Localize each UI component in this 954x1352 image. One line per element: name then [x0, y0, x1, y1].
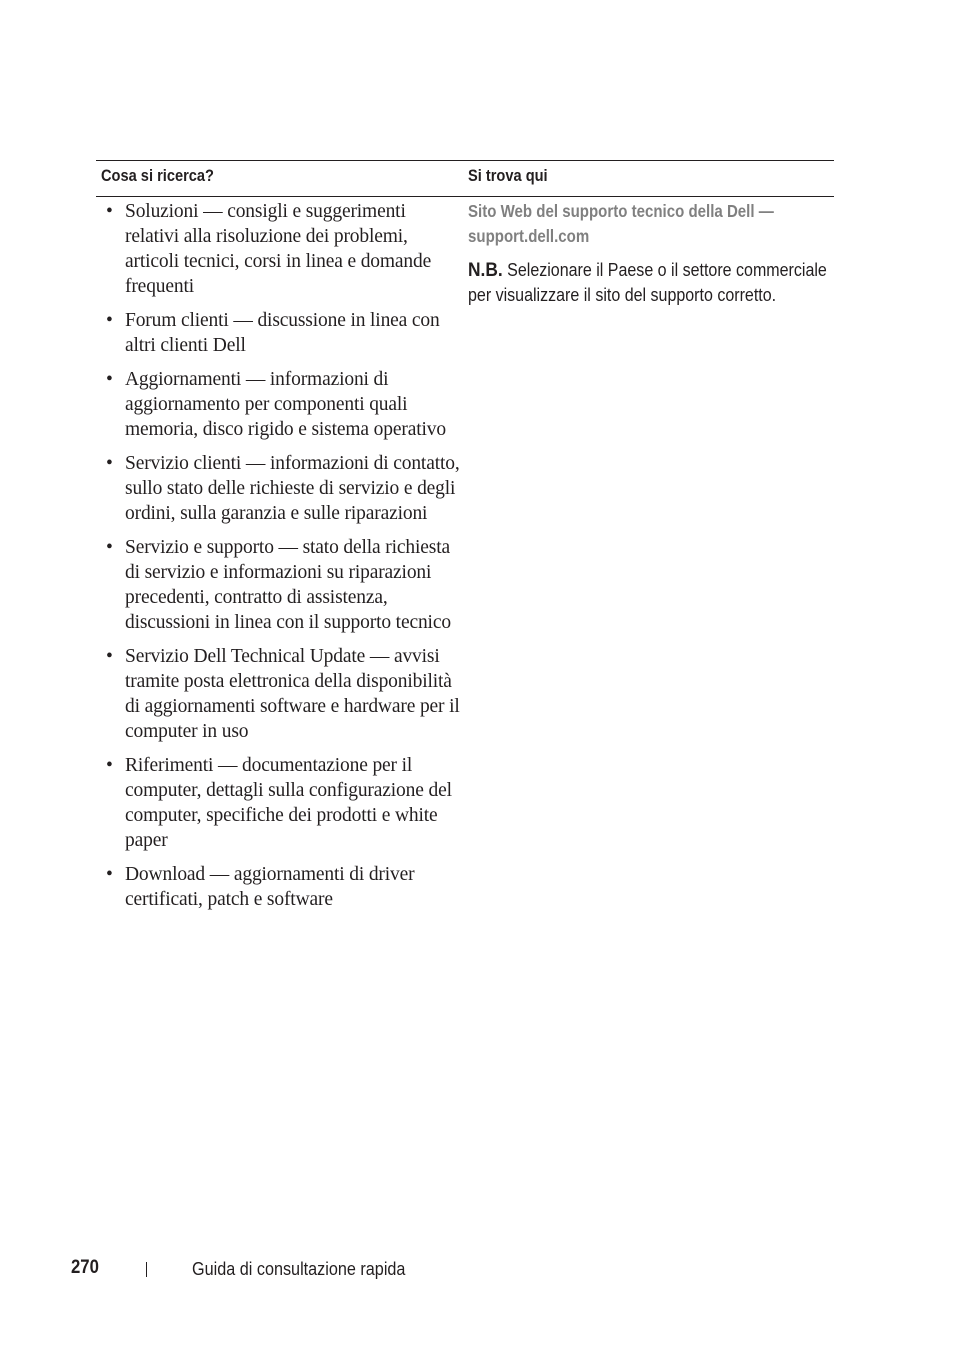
support-site-link[interactable]: Sito Web del supporto tecnico della Dell — support.dell.com — [468, 201, 774, 246]
list-item — [104, 199, 464, 299]
list-item-text: Forum clienti — discussione in linea con altri clienti Dell — [125, 310, 440, 356]
bullet-icon: • — [106, 864, 113, 885]
list-item — [104, 367, 464, 442]
list-item — [104, 308, 464, 358]
bullet-icon: • — [106, 369, 113, 390]
page-number: 270 — [71, 1257, 99, 1278]
bullet-icon: • — [106, 537, 113, 558]
note-text: Selezionare il Paese o il settore commerciale per visualizzare il sito del supporto corretto. — [468, 260, 827, 305]
note-block — [468, 258, 828, 308]
column-header-what: Cosa si ricerca? — [101, 166, 214, 185]
bullet-icon: • — [106, 755, 113, 776]
footer-title: Guida di consultazione rapida — [192, 1259, 406, 1279]
bullet-icon: • — [106, 453, 113, 474]
bullet-icon: • — [106, 646, 113, 667]
list-item — [104, 535, 464, 635]
list-item-text: Servizio e supporto — stato della richiesta di servizio e informazioni su riparazioni precedenti, contratto di assistenza, discussioni in linea con il supporto tecnico — [125, 537, 451, 633]
list-item-text: Soluzioni — consigli e suggerimenti relativi alla risoluzione dei problemi, articoli tecnici, corsi in linea e domande frequenti — [125, 201, 432, 297]
list-item — [104, 644, 464, 744]
topic-list — [104, 199, 464, 921]
list-item — [104, 753, 464, 853]
location-cell — [468, 199, 843, 308]
list-item-text: Servizio clienti — informazioni di contatto, sullo stato delle richieste di servizio e degli ordini, sulla garanzia e sulle riparazioni — [125, 453, 460, 524]
list-item-text: Download — aggiornamenti di driver certificati, patch e software — [125, 864, 415, 910]
note-label: N.B. — [468, 259, 503, 281]
list-item-text: Riferimenti — documentazione per il computer, dettagli sulla configurazione del computer, specifiche dei prodotti e white paper — [125, 755, 452, 851]
table-header-rule — [96, 196, 834, 197]
list-item — [104, 862, 464, 912]
bullet-icon: • — [106, 201, 113, 222]
list-item — [104, 451, 464, 526]
list-item-text: Servizio Dell Technical Update — avvisi tramite posta elettronica della disponibilità di aggiornamenti software e hardware per il computer in uso — [125, 646, 460, 742]
table-top-rule — [96, 160, 834, 161]
bullet-icon: • — [106, 310, 113, 331]
footer-divider — [146, 1262, 147, 1277]
list-item-text: Aggiornamenti — informazioni di aggiornamento per componenti quali memoria, disco rigido e sistema operativo — [125, 369, 446, 440]
column-header-where: Si trova qui — [468, 166, 548, 185]
